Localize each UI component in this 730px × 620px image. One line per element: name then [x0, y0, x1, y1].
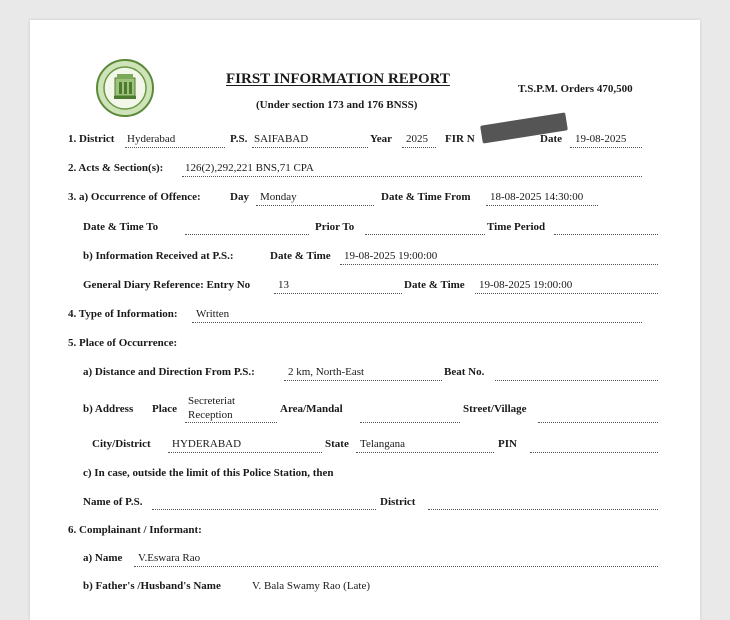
time-period-label: Time Period	[487, 221, 546, 233]
complainant-name-underline	[134, 566, 658, 567]
state-emblem-icon	[95, 58, 155, 118]
beat-no-underline	[495, 380, 658, 381]
date-time-to-label: Date & Time To	[83, 221, 159, 233]
prior-to-label: Prior To	[315, 221, 355, 233]
place-value-line2: Reception	[188, 409, 233, 421]
place-label: Place	[152, 403, 178, 415]
district-underline	[125, 147, 225, 148]
occurrence-label: 3. a) Occurrence of Offence:	[68, 191, 201, 203]
city-district-label: City/District	[92, 438, 151, 450]
entry-no-underline	[274, 293, 402, 294]
distance-underline	[284, 380, 442, 381]
street-village-label: Street/Village	[463, 403, 527, 415]
district-label: 1. District	[68, 133, 115, 145]
beat-no-label: Beat No.	[444, 366, 485, 378]
city-district-value: HYDERABAD	[172, 438, 242, 450]
ps-underline	[252, 147, 368, 148]
father-husband-name-label: b) Father's /Husband's Name	[83, 580, 221, 592]
name-of-ps-underline	[152, 509, 376, 510]
info-received-label: b) Information Received at P.S.:	[83, 250, 234, 262]
acts-sections-value: 126(2),292,221 BNS,71 CPA	[185, 162, 314, 174]
date-time-from-underline	[486, 205, 598, 206]
state-label: State	[325, 438, 349, 450]
area-mandal-label: Area/Mandal	[280, 403, 343, 415]
day-value: Monday	[260, 191, 297, 203]
outside-limit-label: c) In case, outside the limit of this Police Station, then	[83, 467, 334, 479]
father-husband-name-value: V. Bala Swamy Rao (Late)	[252, 580, 371, 592]
state-underline	[356, 452, 494, 453]
type-of-information-label: 4. Type of Information:	[68, 308, 178, 320]
city-underline	[168, 452, 322, 453]
info-date-time-value: 19-08-2025 19:00:00	[344, 250, 438, 262]
entry-no-value: 13	[278, 279, 289, 291]
info-date-time-underline	[340, 264, 658, 265]
complainant-label: 6. Complainant / Informant:	[68, 524, 202, 536]
acts-sections-label: 2. Acts & Section(s):	[68, 162, 164, 174]
outside-district-label: District	[380, 496, 416, 508]
fir-number-label: FIR N	[445, 133, 475, 145]
ps-label: P.S.	[230, 133, 248, 145]
general-diary-label: General Diary Reference: Entry No	[83, 279, 251, 291]
address-label: b) Address	[83, 403, 134, 415]
year-underline	[402, 147, 436, 148]
fir-date-underline	[570, 147, 642, 148]
place-underline	[185, 422, 277, 423]
place-value-line1: Secreteriat	[188, 395, 236, 407]
acts-underline	[182, 176, 642, 177]
complainant-name-value: V.Eswara Rao	[138, 552, 201, 564]
pin-underline	[530, 452, 658, 453]
fir-date-label: Date	[540, 133, 562, 145]
year-label: Year	[370, 133, 392, 145]
fir-document-page	[30, 20, 700, 620]
area-mandal-underline	[360, 422, 460, 423]
district-value: Hyderabad	[127, 133, 176, 145]
type-of-information-value: Written	[196, 308, 230, 320]
ps-value: SAIFABAD	[254, 133, 309, 145]
complainant-name-label: a) Name	[83, 552, 123, 564]
pin-label: PIN	[498, 438, 517, 450]
date-time-from-label: Date & Time From	[381, 191, 471, 203]
diary-date-time-underline	[475, 293, 658, 294]
outside-district-underline	[428, 509, 658, 510]
time-period-underline	[554, 234, 658, 235]
place-of-occurrence-label: 5. Place of Occurrence:	[68, 337, 178, 349]
orders-reference: T.S.P.M. Orders 470,500	[518, 83, 633, 95]
day-label: Day	[230, 191, 249, 203]
date-time-from-value: 18-08-2025 14:30:00	[490, 191, 584, 203]
distance-direction-label: a) Distance and Direction From P.S.:	[83, 366, 255, 378]
diary-date-time-value: 19-08-2025 19:00:00	[479, 279, 573, 291]
distance-direction-value: 2 km, North-East	[288, 366, 365, 378]
state-value: Telangana	[360, 438, 406, 450]
prior-to-underline	[365, 234, 485, 235]
date-time-to-underline	[185, 234, 309, 235]
street-village-underline	[538, 422, 658, 423]
type-underline	[192, 322, 642, 323]
diary-date-time-label: Date & Time	[404, 279, 465, 291]
document-title: FIRST INFORMATION REPORT	[226, 71, 450, 87]
day-underline	[256, 205, 374, 206]
fir-date-value: 19-08-2025	[575, 133, 627, 145]
info-date-time-label: Date & Time	[270, 250, 331, 262]
document-subtitle: (Under section 173 and 176 BNSS)	[256, 99, 418, 111]
name-of-ps-label: Name of P.S.	[83, 496, 143, 508]
year-value: 2025	[406, 133, 428, 145]
